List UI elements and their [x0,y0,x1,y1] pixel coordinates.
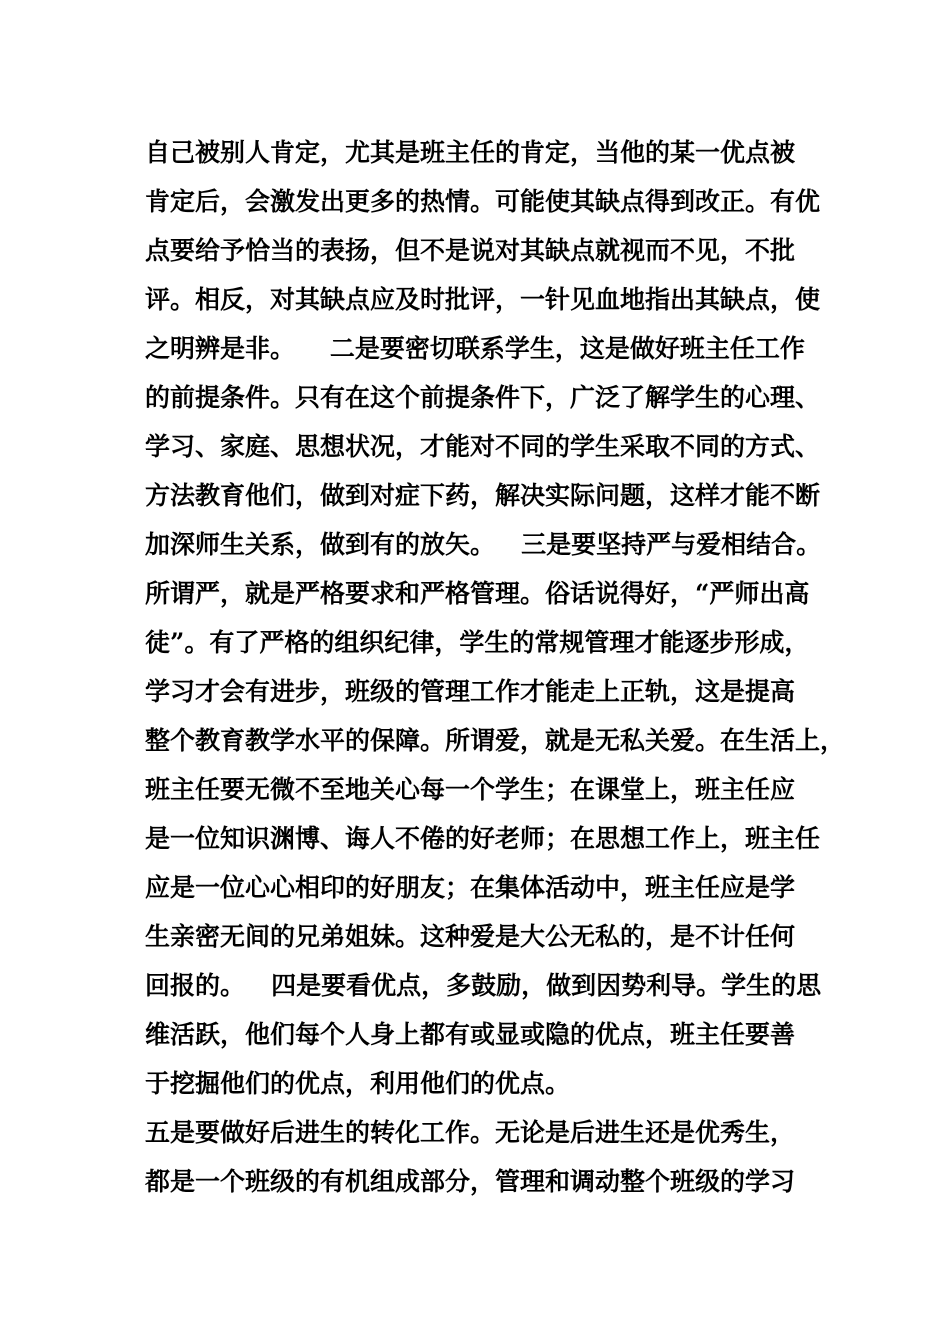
text-line: 加深师生关系，做到有的放矢。 三是要坚持严与爱相结合。 [145,530,822,559]
text-line: 徒”。有了严格的组织纪律，学生的常规管理才能逐步形成， [145,628,810,657]
text-line: 于挖掘他们的优点，利用他们的优点。 [145,1069,571,1098]
text-line: 是一位知识渊博、诲人不倦的好老师；在思想工作上，班主任 [145,824,821,853]
text-line: 学习、家庭、思想状况，才能对不同的学生采取不同的方式、 [145,432,821,461]
text-line: 点要给予恰当的表扬，但不是说对其缺点就视而不见，不批 [145,236,796,265]
text-line: 学习才会有进步，班级的管理工作才能走上正轨，这是提高 [145,677,796,706]
text-line: 所谓严，就是严格要求和严格管理。俗话说得好，“严师出高 [145,579,810,608]
text-line: 都是一个班级的有机组成部分，管理和调动整个班级的学习 [145,1167,796,1196]
text-line: 自己被别人肯定，尤其是班主任的肯定，当他的某一优点被 [145,138,796,167]
text-line: 回报的。 四是要看优点，多鼓励，做到因势利导。学生的思 [145,971,822,1000]
text-line: 肯定后，会激发出更多的热情。可能使其缺点得到改正。有优 [145,187,821,216]
text-line: 班主任要无微不至地关心每一个学生；在课堂上，班主任应 [145,775,796,804]
text-line: 维活跃，他们每个人身上都有或显或隐的优点，班主任要善 [145,1020,796,1049]
text-line: 五是要做好后进生的转化工作。无论是后进生还是优秀生， [145,1118,796,1147]
text-line: 之明辨是非。 二是要密切联系学生，这是做好班主任工作 [145,334,805,363]
text-line: 的前提条件。只有在这个前提条件下，广泛了解学生的心理、 [145,383,821,412]
text-line: 应是一位心心相印的好朋友；在集体活动中，班主任应是学 [145,873,796,902]
body-text [145,128,845,1206]
text-line: 评。相反，对其缺点应及时批评，一针见血地指出其缺点，使 [145,285,821,314]
text-line: 生亲密无间的兄弟姐妹。这种爱是大公无私的，是不计任何 [145,922,796,951]
text-line: 整个教育教学水平的保障。所谓爱，就是无私关爱。在生活上， [145,726,846,755]
text-line: 方法教育他们，做到对症下药，解决实际问题，这样才能不断 [145,481,821,510]
